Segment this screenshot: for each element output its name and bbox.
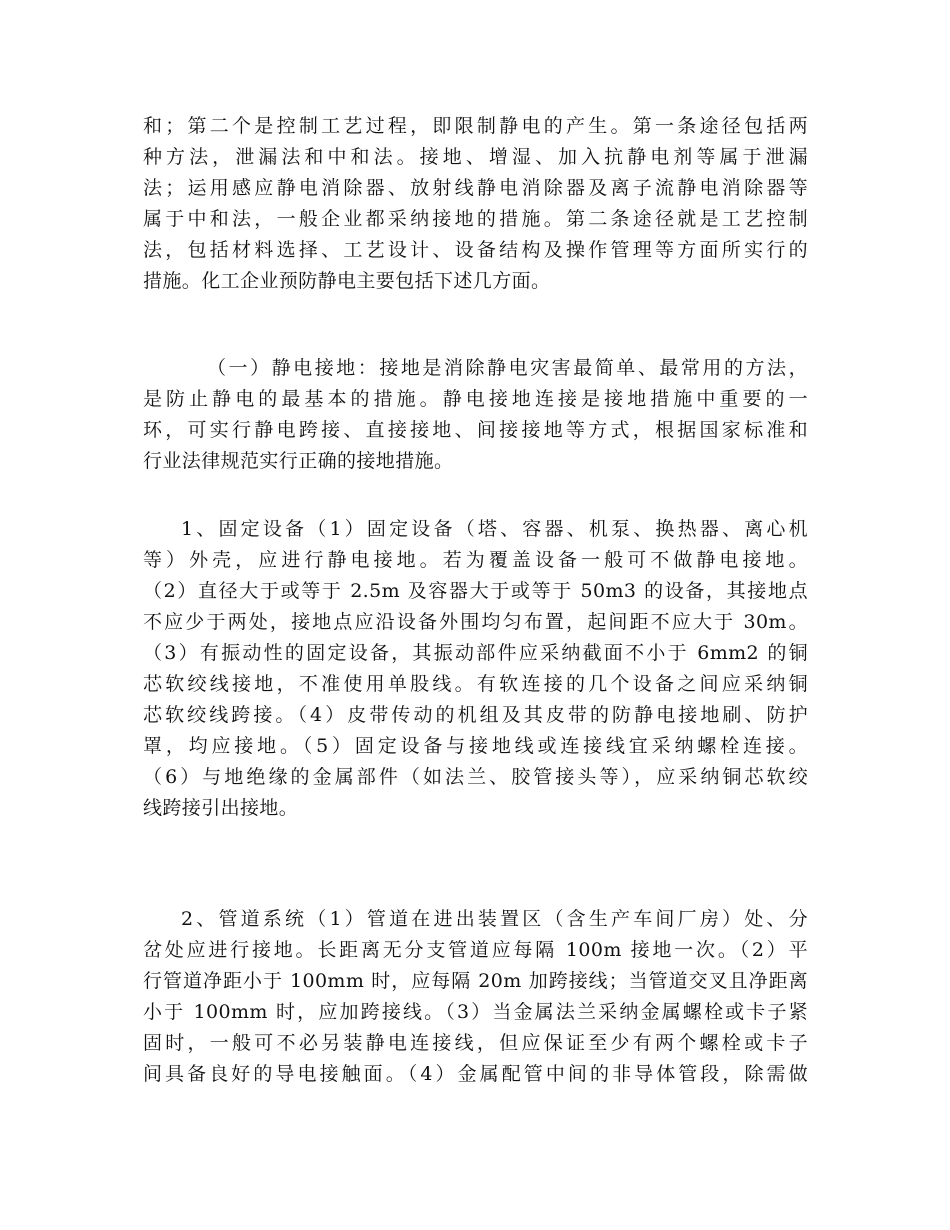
text-line: 芯软绞线接地，不准使用单股线。有软连接的几个设备之间应采纳铜 xyxy=(143,673,808,695)
text-line: 法；运用感应静电消除器、放射线静电消除器及离子流静电消除器等 xyxy=(143,177,808,199)
text-line: 罩，均应接地。（5）固定设备与接地线或连接线宜采纳螺栓连接。 xyxy=(143,735,808,757)
text-line: 间具备良好的导电接触面。（4）金属配管中间的非导体管段，除需做 xyxy=(143,1063,808,1085)
text-line: 行管道净距小于 100mm 时，应每隔 20m 加跨接线；当管道交叉且净距离 xyxy=(143,970,808,992)
text-line: （2）直径大于或等于 2.5m 及容器大于或等于 50m3 的设备，其接地点 xyxy=(143,580,808,602)
text-line: 法，包括材料选择、工艺设计、设备结构及操作管理等方面所实行的 xyxy=(143,239,808,261)
text-line: 等）外壳，应进行静电接地。若为覆盖设备一般可不做静电接地。 xyxy=(143,549,808,571)
text-line: 线跨接引出接地。 xyxy=(143,797,299,819)
paragraph-static-grounding xyxy=(143,353,808,477)
text-line: 小于 100mm 时，应加跨接线。（3）当金属法兰采纳金属螺栓或卡子紧 xyxy=(143,1001,808,1023)
text-line: （3）有振动性的固定设备，其振动部件应采纳截面不小于 6mm2 的铜 xyxy=(143,642,808,664)
text-line: 不应少于两处，接地点应沿设备外围均匀布置，起间距不应大于 30m。 xyxy=(143,611,808,633)
paragraph-piping-system xyxy=(143,904,808,1090)
text-line: 种方法，泄漏法和中和法。接地、增湿、加入抗静电剂等属于泄漏 xyxy=(143,146,808,168)
text-line: 环，可实行静电跨接、直接接地、间接接地等方式，根据国家标准和 xyxy=(143,419,808,441)
text-line: 1、固定设备（1）固定设备（塔、容器、机泵、换热器、离心机 xyxy=(181,518,808,540)
text-line: 措施。化工企业预防静电主要包括下述几方面。 xyxy=(143,270,551,292)
text-line: 岔处应进行接地。长距离无分支管道应每隔 100m 接地一次。（2）平 xyxy=(143,939,808,961)
paragraph-fixed-equipment xyxy=(143,514,808,824)
text-line: （6）与地绝缘的金属部件（如法兰、胶管接头等），应采纳铜芯软绞 xyxy=(143,766,808,788)
text-line: 属于中和法，一般企业都采纳接地的措施。第二条途径就是工艺控制 xyxy=(143,208,808,230)
text-line: 行业法律规范实行正确的接地措施。 xyxy=(143,450,454,472)
text-line: 固时，一般可不必另装静电连接线，但应保证至少有两个螺栓或卡子 xyxy=(143,1032,808,1054)
text-line: 芯软绞线跨接。（4）皮带传动的机组及其皮带的防静电接地刷、防护 xyxy=(143,704,808,726)
paragraph-static-elimination-approaches xyxy=(143,111,808,297)
text-line: （一）静电接地：接地是消除静电灾害最简单、最常用的方法， xyxy=(207,357,808,379)
text-line: 是防止静电的最基本的措施。静电接地连接是接地措施中重要的一 xyxy=(143,388,808,410)
text-line: 和；第二个是控制工艺过程，即限制静电的产生。第一条途径包括两 xyxy=(143,115,808,137)
text-line: 2、管道系统（1）管道在进出装置区（含生产车间厂房）处、分 xyxy=(181,908,808,930)
